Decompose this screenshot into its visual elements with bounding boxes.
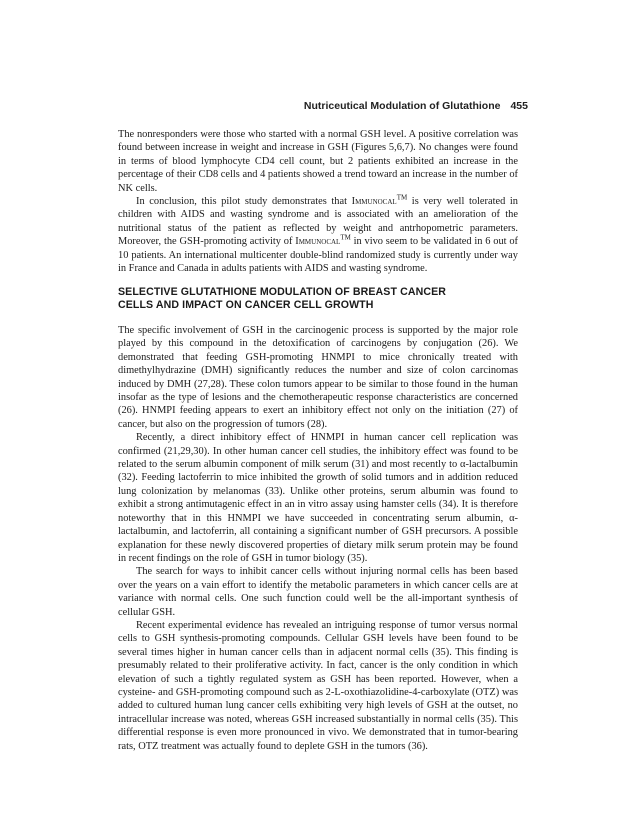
intro-text-block [118, 128, 518, 275]
section-text-block [118, 324, 518, 753]
section-heading-line: SELECTIVE GLUTATHIONE MODULATION OF BREAST CANCER [118, 286, 447, 298]
running-title: Nutriceutical Modulation of Glutathione [303, 100, 501, 112]
trademark-mark: TM [340, 233, 351, 242]
trademark-mark: TM [396, 193, 408, 202]
page-number: 455 [510, 100, 528, 112]
paragraph: Recently, a direct inhibitory effect of HNMPI in human cancer cell replication was confirmed (21,29,30). In other human cancer cell studies, the inhibitory effect was found to be related to the serum albumin component of milk serum (31) and most recently to α-lactalbumin (32). Feeding lactoferrin to mice inhibited the growth of solid tumors and in addition reduced lung colonization by melanomas (33). Unlike other proteins, serum albumin was found to exhibit a strong antimutagenic effect in an in vitro assay using hamster cells (34). It is therefore noteworthy that in this HNMPI we have succeeded in concentrating serum albumin, α-lactalbumin, and lactoferrin, all containing a significant number of GSH precursors. A possible explanation for these newly discovered properties of dietary milk serum protein may be found in recent findings on the role of GSH in tumor biology (35). [118, 432, 518, 564]
text-run: is very well tolerated in children with AIDS and wasting syndrome and is associated with an amelioration of the nutritional status of the patient as reflected by weight and antrhopometric parameters. Moreover, the GSH-promoting activity of [118, 196, 518, 248]
text-run: in vivo seem to be validated in 6 out of 10 patients. An international multicenter double-blind randomized study is currently under way in France and Canada in adults patients with AIDS and wasting syndrome. [118, 236, 518, 275]
running-header [304, 100, 528, 112]
brand-name: Immunocal [351, 196, 397, 208]
paragraph: Recent experimental evidence has revealed an intriguing response of tumor versus normal cells to GSH synthesis-promoting compounds. Cellular GSH levels have been found to be several times higher in human cancer cells than in adjacent normal cells (35). This finding is presumably related to their proliferative activity. In fact, cancer is the only condition in which elevation of such a tightly regulated system as GSH has been reported. However, when a cysteine- and GSH-promoting compound such as 2-L-oxothiazolidine-4-carboxylate (OTZ) was added to cultured human lung cancer cells exhibiting very high levels of GSH at the outset, no intracellular increase was noted, whereas GSH increased substantially in normal cells (35). This differential response is even more pronounced in vivo. We demonstrated that in tumor-bearing rats, OTZ treatment was actually found to deplete GSH in the tumors (36). [118, 619, 518, 752]
brand-name: Immunocal [295, 236, 341, 248]
section-heading-line: CELLS AND IMPACT ON CANCER CELL GROWTH [118, 299, 374, 312]
paragraph-conclusion [118, 195, 518, 275]
section-heading [118, 286, 518, 313]
paragraph: The search for ways to inhibit cancer cells without injuring normal cells has been based over the years on a vain effort to identify the metabolic parameters in which cancer cells are at variance with normal cells. One such function could well be the all-important synthesis of cellular GSH. [118, 566, 518, 618]
text-run: In conclusion, this pilot study demonstrates that [136, 196, 352, 208]
paragraph: The nonresponders were those who started with a normal GSH level. A positive correlation was found between increase in weight and increase in GSH (Figures 5,6,7). No changes were found in terms of blood lymphocyte CD4 cell count, but 2 patients exhibited an increase in the percentage of their CD8 cells and 4 patients showed a trend toward an increase in the number of NK cells. [118, 129, 518, 194]
paragraph: The specific involvement of GSH in the carcinogenic process is supported by the major role played by this compound in the detoxification of carcinogens by conjugation (26). We demonstrated that feeding GSH-promoting HNMPI to mice chronically treated with dimethylhydrazine (DMH) significantly reduces the number and size of colon carcinomas induced by DMH (27,28). These colon tumors appear to be similar to those found in the human insofar as the type of lesions and the chemotherapeutic response characteristics are concerned (26). HNMPI feeding appears to exert an inhibitory effect not only on the initiation (27) of cancer, but also on the progression of tumors (28). [118, 325, 518, 430]
